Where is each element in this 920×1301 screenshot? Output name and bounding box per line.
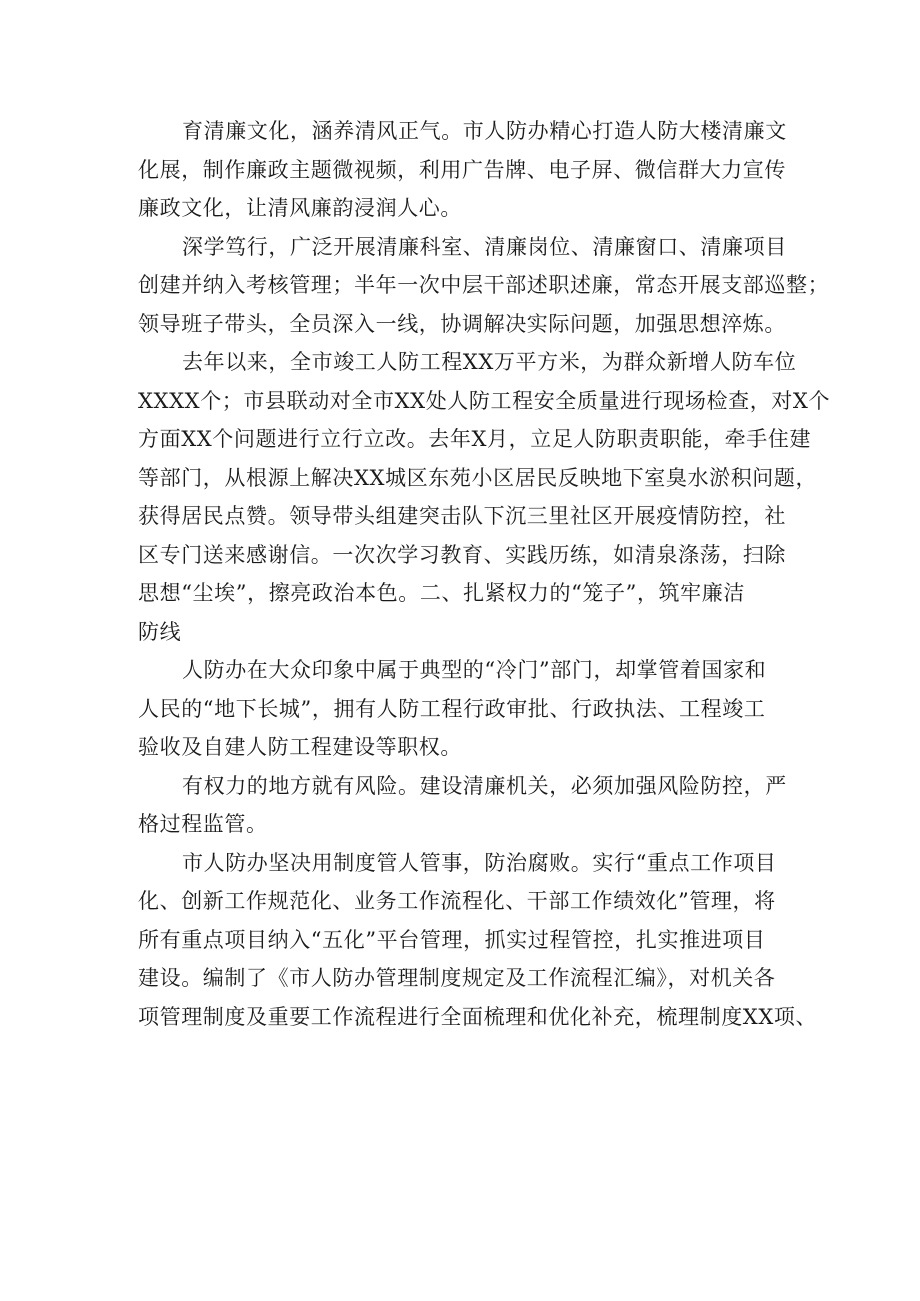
text-line: 市人防办坚决用制度管人管事，防治腐败。实行“重点工作项目	[182, 850, 777, 875]
document-body	[138, 112, 831, 1036]
text-line: 防线	[138, 619, 182, 644]
text-line: 廉政文化，让清风廉韵浸润人心。	[138, 196, 462, 220]
text-line: XXXX个；市县联动对全市XX处人防工程安全质量进行现场检查，对X个	[138, 388, 831, 413]
text-line: 创建并纳入考核管理；半年一次中层干部述职述廉，常态开展支部巡整；	[138, 273, 830, 297]
text-line: 建设。编制了《市人防办管理制度规定及工作流程汇编》，对机关各	[138, 966, 776, 990]
text-line: 化展，制作廉政主题微视频，利用广告牌、电子屏、微信群大力宣传	[138, 157, 786, 182]
text-line: 去年以来，全市竣工人防工程XX万平方米，为群众新增人防车位	[182, 350, 797, 374]
text-line: 区专门送来感谢信。一次次学习教育、实践历练，如清泉涤荡，扫除	[138, 542, 786, 567]
text-line: 化、创新工作规范化、业务工作流程化、干部工作绩效化”管理，将	[138, 889, 776, 913]
text-line: 所有重点项目纳入“五化”平台管理，抓实过程管控，扎实推进项目	[138, 927, 766, 952]
text-line: 有权力的地方就有风险。建设清廉机关，必须加强风险防控，严	[182, 773, 787, 798]
text-line: 验收及自建人防工程建设等职权。	[138, 735, 462, 759]
text-line: 人防办在大众印象中属于典型的“冷门”部门，却掌管着国家和	[182, 658, 767, 682]
text-line: 人民的“地下长城”，拥有人防工程行政审批、行政执法、工程竣工	[138, 696, 766, 721]
text-line: 领导班子带头，全员深入一线，协调解决实际问题，加强思想淬炼。	[138, 311, 786, 336]
text-line: 育清廉文化，涵养清风正气。市人防办精心打造人防大楼清廉文	[182, 119, 787, 143]
text-line: 等部门，从根源上解决XX城区东苑小区居民反映地下室臭水淤积问题，	[138, 465, 818, 490]
text-line: 格过程监管。	[138, 812, 268, 836]
text-line: 深学笃行，广泛开展清廉科室、清廉岗位、清廉窗口、清廉项目	[182, 234, 787, 259]
text-line: 获得居民点赞。领导带头组建突击队下沉三里社区开展疫情防控，社	[138, 504, 786, 528]
text-line: 项管理制度及重要工作流程进行全面梳理和优化补充，梳理制度XX项、	[138, 1004, 818, 1029]
text-line: 方面XX个问题进行立行立改。去年X月，立足人防职责职能，牵手住建	[138, 427, 812, 451]
text-line: 思想“尘埃”，擦亮政治本色。二、扎紧权力的“笼子”，筑牢廉洁	[138, 581, 745, 605]
